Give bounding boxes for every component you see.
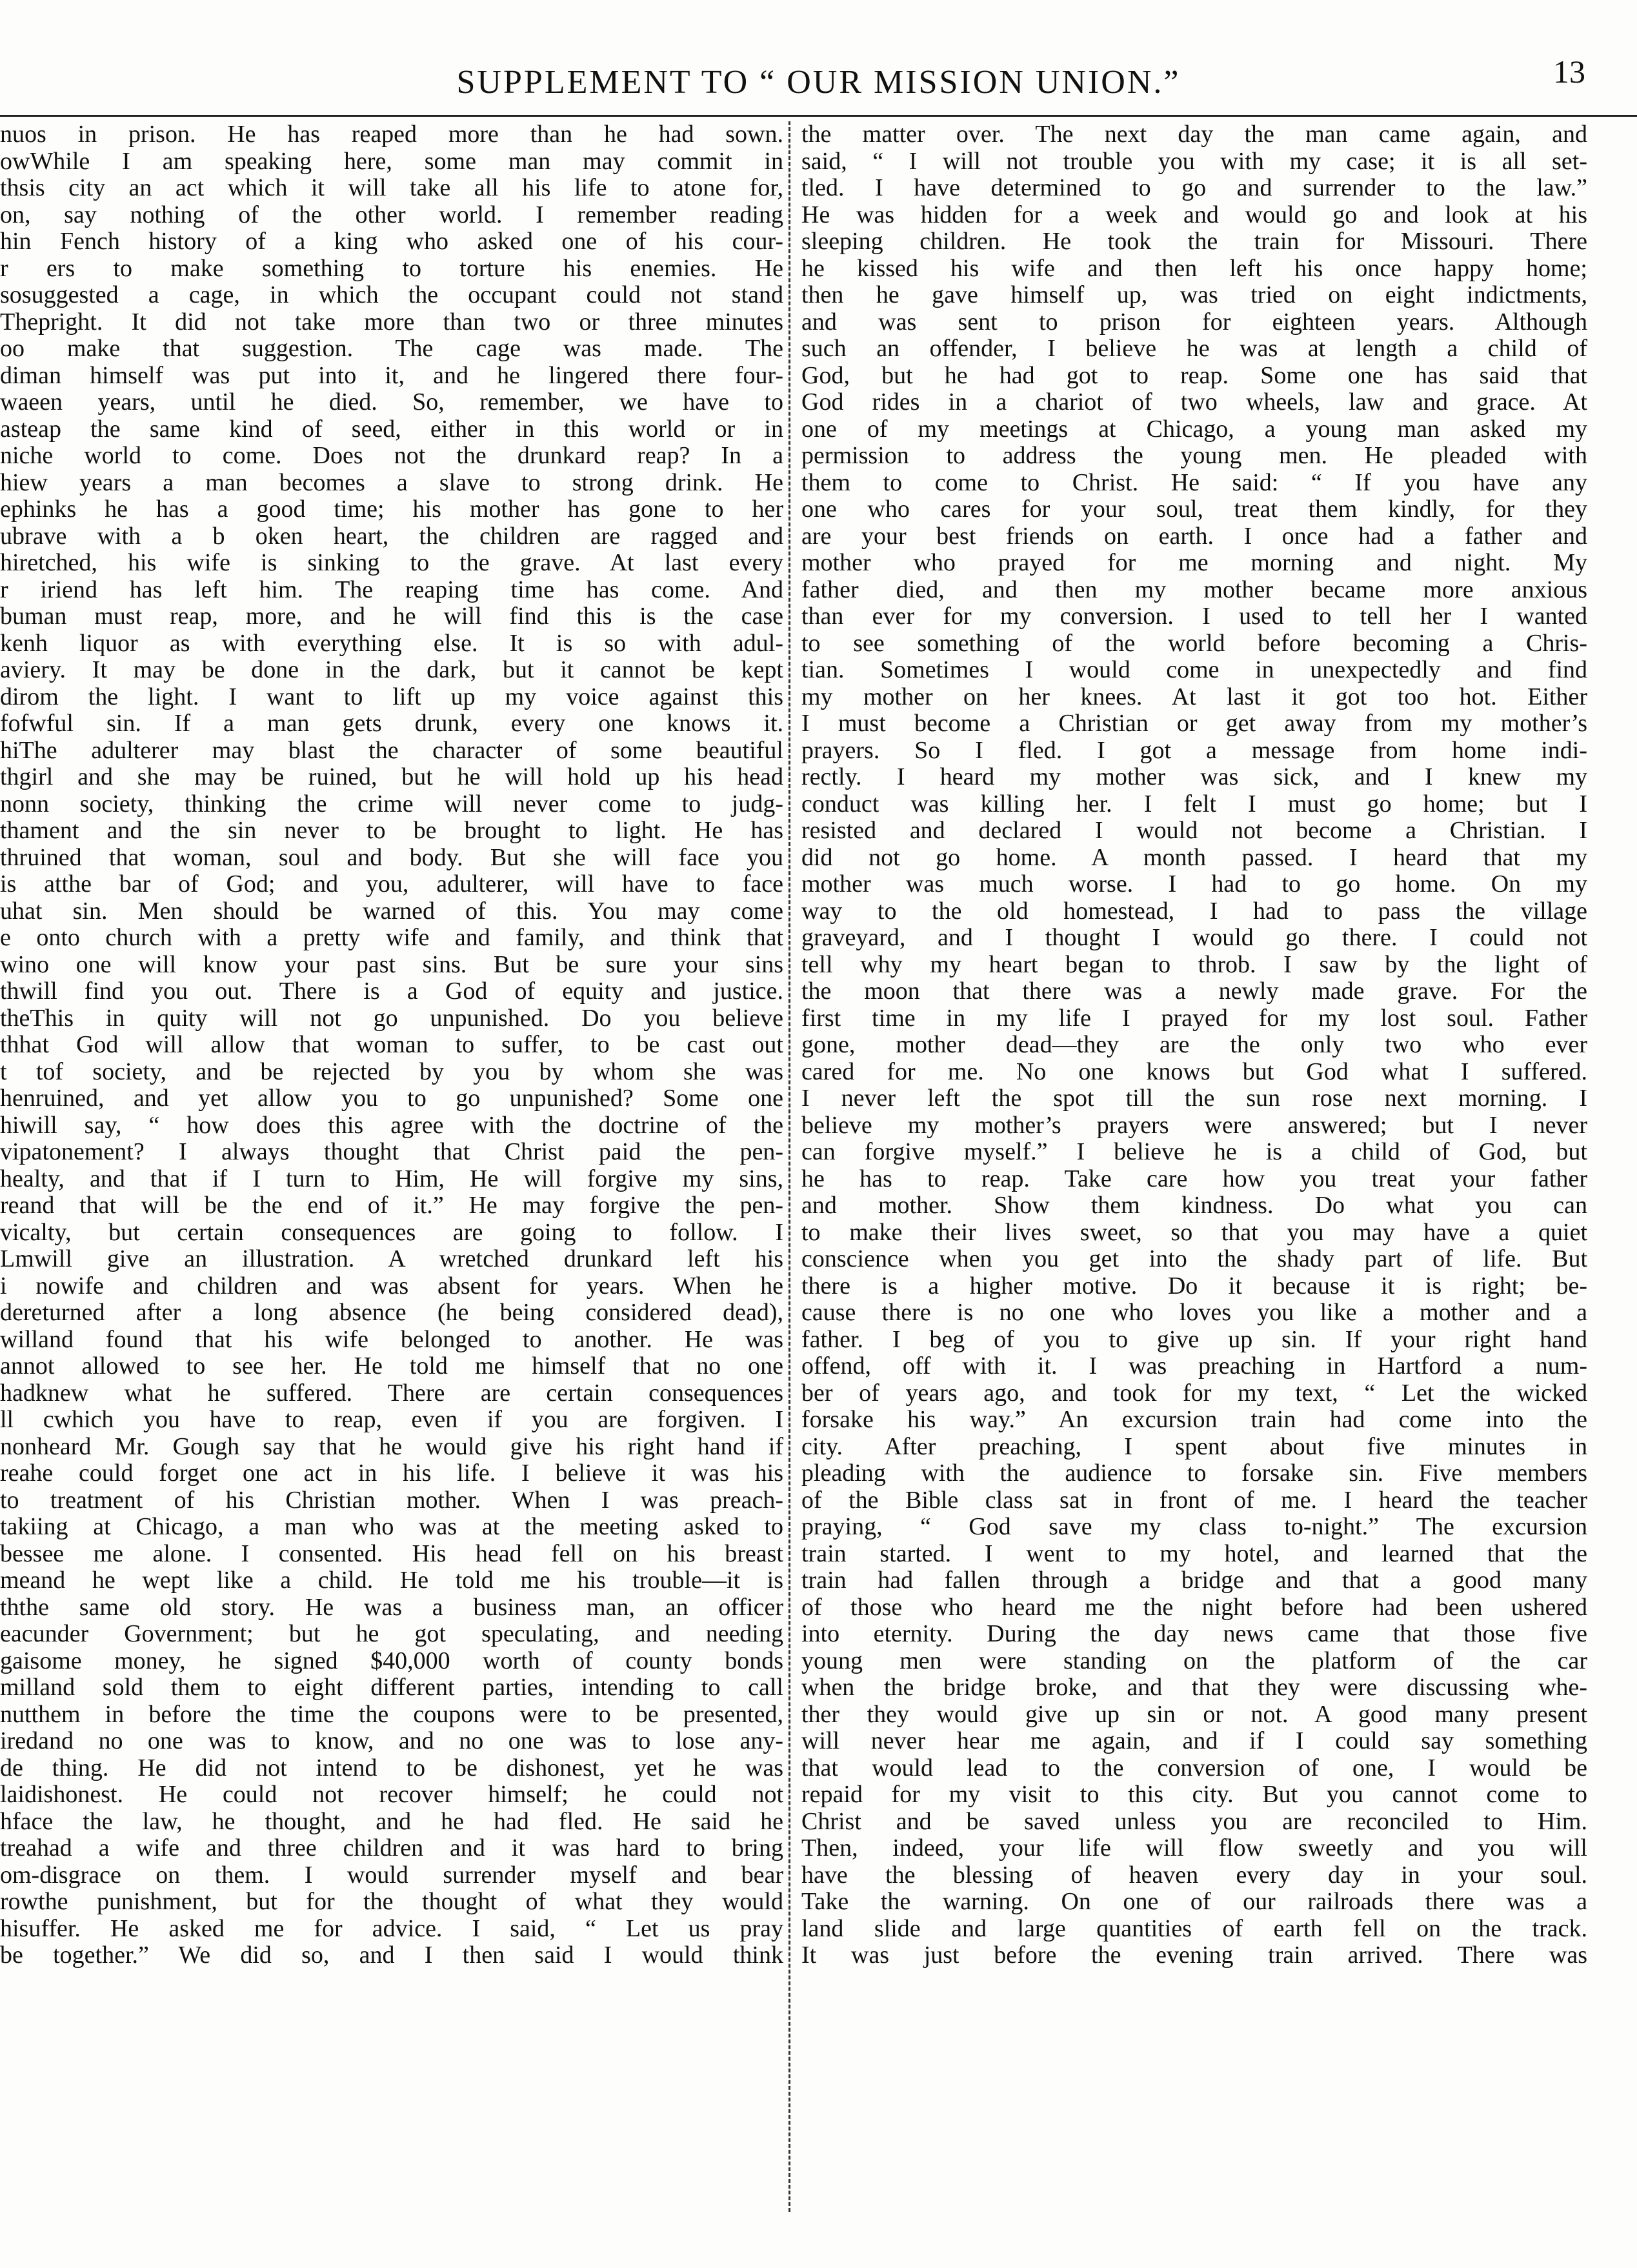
text-line: rowthe punishment, but for the thought of what they would <box>0 1889 783 1915</box>
text-line: said, “ I will not trouble you with my case; it is all set- <box>801 148 1587 175</box>
text-line: into eternity. During the day news came that those five <box>801 1621 1587 1647</box>
text-line: thwill find you out. There is a God of equity and justice. <box>0 978 783 1005</box>
text-line: believe my mother’s prayers were answered; but I never <box>801 1112 1587 1139</box>
text-line: of the Bible class sat in front of me. I heard the teacher <box>801 1487 1587 1514</box>
text-line: bessee me alone. I consented. His head fell on his breast <box>0 1540 783 1567</box>
text-line: ubrave with a b oken heart, the children are ragged and <box>0 523 783 550</box>
text-line: milland sold them to eight different parties, intending to call <box>0 1674 783 1701</box>
text-line: It was just before the evening train arrived. There was <box>801 1942 1587 1969</box>
text-line: kenh liquor as with everything else. It is so with adul- <box>0 630 783 657</box>
text-line: graveyard, and I thought I would go there. I could not <box>801 925 1587 951</box>
text-line: of those who heard me the night before had been ushered <box>801 1594 1587 1621</box>
text-line: tell why my heart began to throb. I saw by the light of <box>801 951 1587 978</box>
text-line: owWhile I am speaking here, some man may commit in <box>0 148 783 175</box>
text-line: conduct was killing her. I felt I must go home; but I <box>801 790 1587 818</box>
text-line: vicalty, but certain consequences are going to follow. I <box>0 1219 783 1246</box>
text-line: ber of years ago, and took for my text, “ Let the wicked <box>801 1380 1587 1407</box>
text-line: waeen years, until he died. So, remember, we have to <box>0 389 783 416</box>
text-line: ephinks he has a good time; his mother has gone to her <box>0 496 783 523</box>
text-line: r iriend has left him. The reaping time has come. And <box>0 576 783 603</box>
text-line: rectly. I heard my mother was sick, and I knew my <box>801 764 1587 790</box>
text-line: hisuffer. He asked me for advice. I said, “ Let us pray <box>0 1915 783 1942</box>
text-line: way to the old homestead, I had to pass the village <box>801 898 1587 925</box>
text-line: willand found that his wife belonged to another. He was <box>0 1326 783 1353</box>
text-line: tian. Sometimes I would come in unexpectedly and find <box>801 657 1587 683</box>
text-line: iredand no one was to know, and no one was to lose any- <box>0 1728 783 1754</box>
text-line: young men were standing on the platform of the car <box>801 1647 1587 1674</box>
text-line: hface the law, he thought, and he had fled. He said he <box>0 1808 783 1835</box>
text-line: niche world to come. Does not the drunkard reap? In a <box>0 443 783 469</box>
text-line: gone, mother dead—they are the only two who ever <box>801 1032 1587 1058</box>
text-line: repaid for my visit to this city. But you cannot come to <box>801 1781 1587 1808</box>
text-line: hiretched, his wife is sinking to the grave. At last every <box>0 550 783 576</box>
text-line: nonn society, thinking the crime will never come to judg- <box>0 790 783 818</box>
text-line: sosuggested a cage, in which the occupant could not stand <box>0 282 783 308</box>
text-line: land slide and large quantities of earth fell on the track. <box>801 1915 1587 1942</box>
text-line: reahe could forget one act in his life. I believe it was his <box>0 1460 783 1487</box>
text-line: them to come to Christ. He said: “ If you have any <box>801 469 1587 496</box>
text-line: than ever for my conversion. I used to tell her I wanted <box>801 603 1587 630</box>
text-line: to make their lives sweet, so that you may have a quiet <box>801 1219 1587 1246</box>
text-line: permission to address the young men. He pleaded with <box>801 443 1587 469</box>
text-line: I must become a Christian or get away from my mother’s <box>801 710 1587 737</box>
text-line: thament and the sin never to be brought to light. He has <box>0 818 783 844</box>
text-line: resisted and declared I would not become a Christian. I <box>801 818 1587 844</box>
text-line: dereturned after a long absence (he being considered dead), <box>0 1300 783 1326</box>
text-line: Then, indeed, your life will flow sweetly and you will <box>801 1835 1587 1862</box>
text-line: be together.” We did so, and I then said I would think <box>0 1942 783 1969</box>
text-line: pleading with the audience to forsake sin. Five members <box>801 1460 1587 1487</box>
text-line: train had fallen through a bridge and that a good many <box>801 1567 1587 1594</box>
text-line: then he gave himself up, was tried on eight indictments, <box>801 282 1587 308</box>
text-line: e onto church with a pretty wife and family, and think that <box>0 925 783 951</box>
text-line: laidishonest. He could not recover himself; he could not <box>0 1781 783 1808</box>
text-line: gaisome money, he signed $40,000 worth of county bonds <box>0 1647 783 1674</box>
text-line: father. I beg of you to give up sin. If your right hand <box>801 1326 1587 1353</box>
text-line: uhat sin. Men should be warned of this. You may come <box>0 898 783 925</box>
text-line: hadknew what he suffered. There are certain consequences <box>0 1380 783 1407</box>
text-line: on, say nothing of the other world. I remember reading <box>0 201 783 228</box>
text-line: mother who prayed for me morning and night. My <box>801 550 1587 576</box>
text-line: he has to reap. Take care how you treat your father <box>801 1165 1587 1192</box>
text-line: de thing. He did not intend to be dishonest, yet he was <box>0 1754 783 1781</box>
text-line: t tof society, and be rejected by you by whom she was <box>0 1058 783 1085</box>
text-line: annot allowed to see her. He told me himself that no one <box>0 1353 783 1380</box>
text-line: buman must reap, more, and he will find this is the case <box>0 603 783 630</box>
text-line: reand that will be the end of it.” He may forgive the pen- <box>0 1192 783 1219</box>
text-line: conscience when you get into the shady part of life. But <box>801 1246 1587 1272</box>
text-line: nutthem in before the time the coupons were to be presented, <box>0 1701 783 1728</box>
text-line: nonheard Mr. Gough say that he would give his right hand if <box>0 1433 783 1460</box>
text-line: first time in my life I prayed for my lost soul. Father <box>801 1005 1587 1032</box>
text-line: and was sent to prison for eighteen years. Although <box>801 308 1587 336</box>
text-line: prayers. So I fled. I got a message from home indi- <box>801 737 1587 764</box>
text-line: such an offender, I believe he was at length a child of <box>801 336 1587 362</box>
text-line: cause there is no one who loves you like a mother and a <box>801 1300 1587 1326</box>
text-line: cared for me. No one knows but God what I suffered. <box>801 1058 1587 1085</box>
text-line: Take the warning. On one of our railroads there was a <box>801 1889 1587 1915</box>
text-line: to see something of the world before becoming a Chris- <box>801 630 1587 657</box>
running-title: SUPPLEMENT TO “ OUR MISSION UNION.” <box>456 64 1181 101</box>
text-line: fofwful sin. If a man gets drunk, every one knows it. <box>0 710 783 737</box>
text-line: one who cares for your soul, treat them kindly, for they <box>801 496 1587 523</box>
text-line: that would lead to the conversion of one, I would be <box>801 1754 1587 1781</box>
header-rule <box>0 115 1637 117</box>
text-line: God rides in a chariot of two wheels, law and grace. At <box>801 389 1587 416</box>
text-line: city. After preaching, I spent about five minutes in <box>801 1433 1587 1460</box>
text-line: eacunder Government; but he got speculating, and needing <box>0 1621 783 1647</box>
text-line: diman himself was put into it, and he lingered there four- <box>0 362 783 389</box>
text-line: when the bridge broke, and that they were discussing whe- <box>801 1674 1587 1701</box>
text-line: offend, off with it. I was preaching in Hartford a num- <box>801 1353 1587 1380</box>
text-line: hiwill say, “ how does this agree with the doctrine of the <box>0 1112 783 1139</box>
text-line: sleeping children. He took the train for Missouri. There <box>801 228 1587 255</box>
column-divider <box>788 121 793 2212</box>
text-column-left <box>0 121 795 2238</box>
text-line: are your best friends on earth. I once had a father and <box>801 523 1587 550</box>
text-line: nuos in prison. He has reaped more than he had sown. <box>0 121 783 148</box>
text-line: train started. I went to my hotel, and learned that the <box>801 1540 1587 1567</box>
text-line: ththe same old story. He was a business man, an officer <box>0 1594 783 1621</box>
text-line: one of my meetings at Chicago, a young man asked my <box>801 416 1587 443</box>
text-line: hiThe adulterer may blast the character of some beautiful <box>0 737 783 764</box>
text-line: om-disgrace on them. I would surrender myself and bear <box>0 1862 783 1889</box>
text-line: dirom the light. I want to lift up my voice against this <box>0 683 783 710</box>
text-line: theThis in quity will not go unpunished. Do you believe <box>0 1005 783 1032</box>
text-line: father died, and then my mother became more anxious <box>801 576 1587 603</box>
text-line: there is a higher motive. Do it because it is right; be- <box>801 1272 1587 1300</box>
text-line: to treatment of his Christian mother. When I was preach- <box>0 1487 783 1514</box>
text-line: healty, and that if I turn to Him, He will forgive my sins, <box>0 1165 783 1192</box>
text-line: oo make that suggestion. The cage was made. The <box>0 336 783 362</box>
text-line: meand he wept like a child. He told me his trouble—it is <box>0 1567 783 1594</box>
page-header <box>0 40 1637 105</box>
text-line: takiing at Chicago, a man who was at the meeting asked to <box>0 1514 783 1540</box>
text-line: hiew years a man becomes a slave to strong drink. He <box>0 469 783 496</box>
text-line: He was hidden for a week and would go and look at his <box>801 201 1587 228</box>
text-line: can forgive myself.” I believe he is a child of God, but <box>801 1139 1587 1165</box>
text-line: is atthe bar of God; and you, adulterer, will have to face <box>0 871 783 898</box>
text-line: my mother on her knees. At last it got too hot. Either <box>801 683 1587 710</box>
text-line: the matter over. The next day the man came again, and <box>801 121 1587 148</box>
text-line: hin Fench history of a king who asked one of his cour- <box>0 228 783 255</box>
text-line: i nowife and children and was absent for years. When he <box>0 1272 783 1300</box>
text-line: thgirl and she may be ruined, but he will hold up his head <box>0 764 783 790</box>
text-line: vipatonement? I always thought that Christ paid the pen- <box>0 1139 783 1165</box>
text-line: God, but he had got to reap. Some one has said that <box>801 362 1587 389</box>
text-line: Christ and be saved unless you are reconciled to Him. <box>801 1808 1587 1835</box>
page-number: 13 <box>1553 54 1585 90</box>
text-column-right <box>795 121 1595 2238</box>
text-line: tled. I have determined to go and surrender to the law.” <box>801 175 1587 201</box>
text-line: he kissed his wife and then left his once happy home; <box>801 255 1587 282</box>
text-line: will never hear me again, and if I could say something <box>801 1728 1587 1754</box>
text-line: ther they would give up sin or not. A good many present <box>801 1701 1587 1728</box>
text-line: praying, “ God save my class to-night.” The excursion <box>801 1514 1587 1540</box>
text-line: forsake his way.” An excursion train had come into the <box>801 1407 1587 1433</box>
text-line: the moon that there was a newly made grave. For the <box>801 978 1587 1005</box>
text-line: did not go home. A month passed. I heard that my <box>801 844 1587 871</box>
text-line: thhat God will allow that woman to suffer, to be cast out <box>0 1032 783 1058</box>
text-line: aviery. It may be done in the dark, but it cannot be kept <box>0 657 783 683</box>
text-line: treahad a wife and three children and it was hard to bring <box>0 1835 783 1862</box>
text-line: ll cwhich you have to reap, even if you are forgiven. I <box>0 1407 783 1433</box>
text-line: wino one will know your past sins. But be sure your sins <box>0 951 783 978</box>
text-line: henruined, and yet allow you to go unpunished? Some one <box>0 1085 783 1112</box>
text-line: asteap the same kind of seed, either in this world or in <box>0 416 783 443</box>
text-line: Thepright. It did not take more than two or three minutes <box>0 308 783 336</box>
text-line: and mother. Show them kindness. Do what you can <box>801 1192 1587 1219</box>
text-line: Lmwill give an illustration. A wretched drunkard left his <box>0 1246 783 1272</box>
text-line: have the blessing of heaven every day in your soul. <box>801 1862 1587 1889</box>
text-line: thsis city an act which it will take all his life to atone for, <box>0 175 783 201</box>
text-line: thruined that woman, soul and body. But she will face you <box>0 844 783 871</box>
text-line: mother was much worse. I had to go home. On my <box>801 871 1587 898</box>
text-line: I never left the spot till the sun rose next morning. I <box>801 1085 1587 1112</box>
text-line: r ers to make something to torture his enemies. He <box>0 255 783 282</box>
